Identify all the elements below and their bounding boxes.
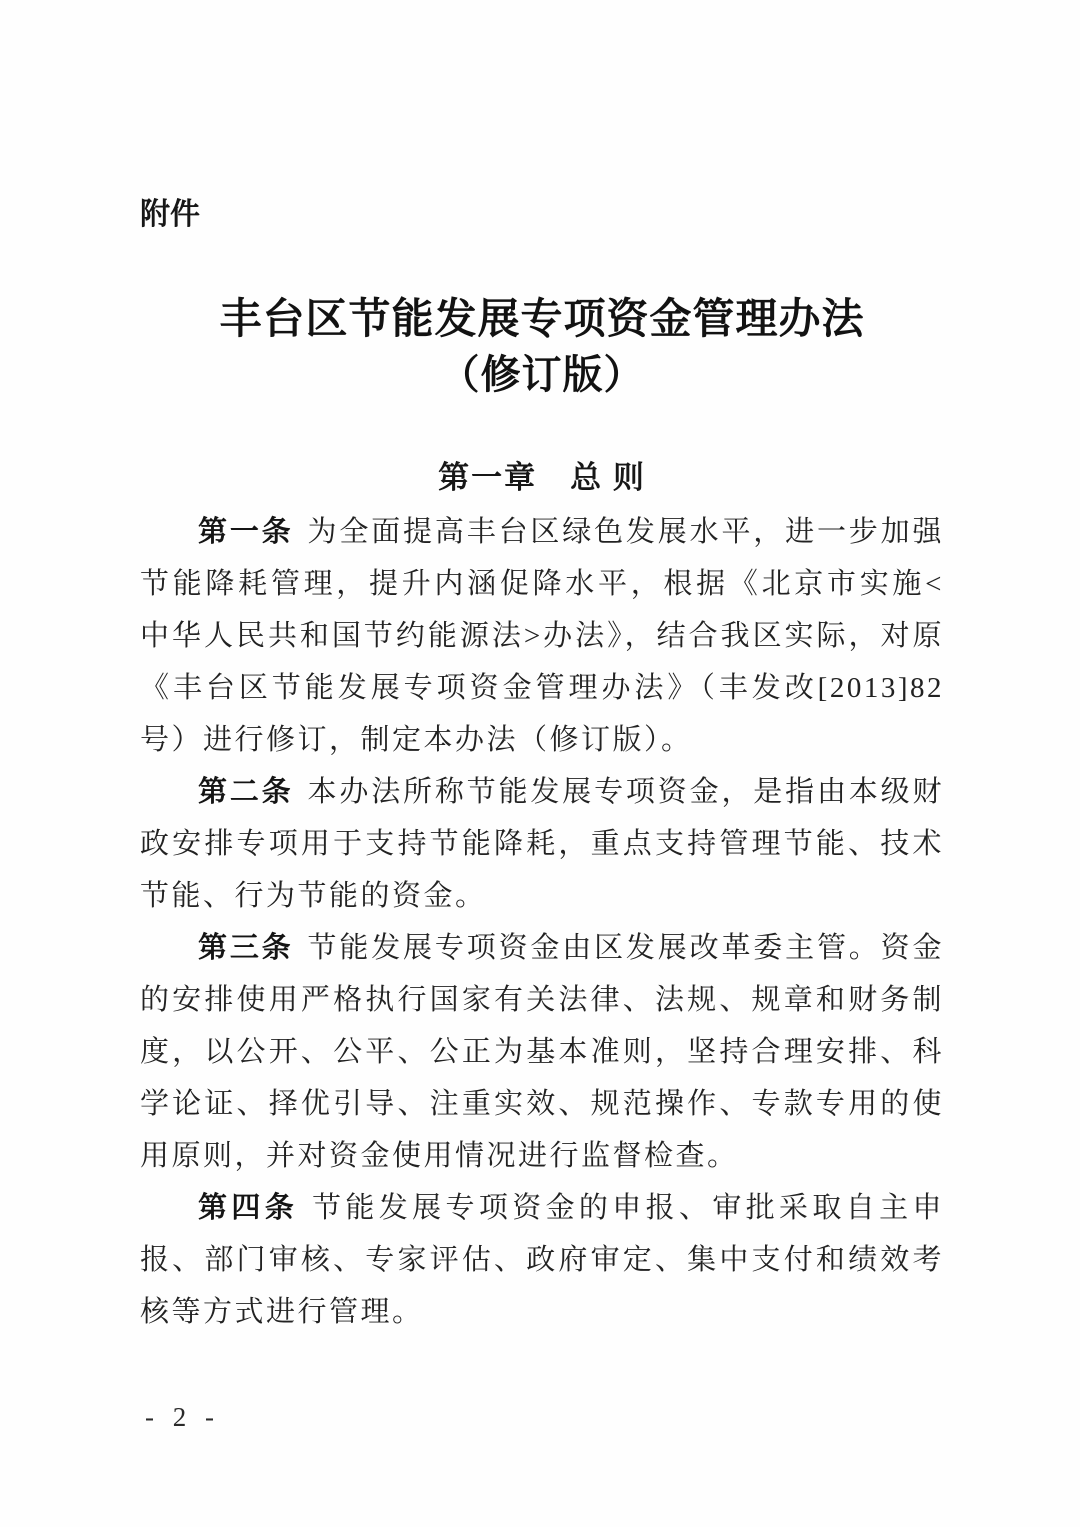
- article-2: [140, 766, 944, 922]
- article-3-label: 第三条: [198, 932, 294, 964]
- document-body: [140, 506, 944, 1338]
- document-title-revision: （修订版）: [439, 352, 645, 397]
- article-4-label: 第四条: [198, 1192, 299, 1224]
- article-4-text: 节能发展专项资金的申报、审批采取自主申报、部门审核、专家评估、政府审定、集中支付和绩效考核等方式进行管理。: [140, 1192, 944, 1328]
- article-2-label: 第二条: [198, 776, 294, 808]
- chapter-heading: 第一章 总 则: [438, 460, 646, 495]
- article-1: [140, 506, 944, 766]
- document-title: 丰台区节能发展专项资金管理办法: [219, 297, 865, 343]
- article-1-label: 第一条: [198, 516, 294, 548]
- article-3-text: 节能发展专项资金由区发展改革委主管。资金的安排使用严格执行国家有关法律、法规、规章和财务制度，以公开、公平、公正为基本准则，坚持合理安排、科学论证、择优引导、注重实效、规范操作、专款专用的使用原则，并对资金使用情况进行监督检查。: [140, 932, 944, 1172]
- article-1-text: 为全面提高丰台区绿色发展水平，进一步加强节能降耗管理，提升内涵促降水平，根据《北京市实施<中华人民共和国节约能源法>办法》，结合我区实际，对原《丰台区节能发展专项资金管理办法》（丰发改[2013]82 号）进行修订，制定本办法（修订版）。: [140, 516, 944, 756]
- article-4: [140, 1182, 944, 1338]
- article-2-text: 本办法所称节能发展专项资金，是指由本级财政安排专项用于支持节能降耗，重点支持管理节能、技术节能、行为节能的资金。: [140, 776, 944, 912]
- document-content: [140, 0, 944, 1338]
- attachment-label: 附件: [140, 197, 200, 232]
- page-number: - 2 -: [145, 1402, 220, 1432]
- article-3: [140, 922, 944, 1182]
